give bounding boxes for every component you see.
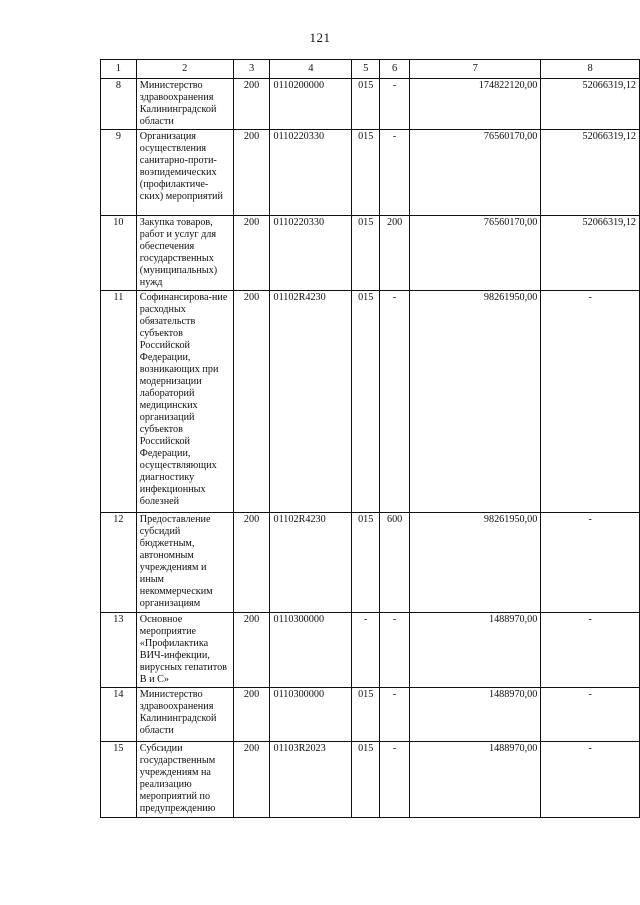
row-code-4: 0110220330: [270, 130, 352, 216]
row-code-3: 200: [233, 79, 270, 130]
header-cell: 8: [541, 60, 640, 79]
row-code-4: 0110300000: [270, 613, 352, 688]
row-amount-7: 1488970,00: [410, 742, 541, 818]
row-number: 15: [101, 742, 137, 818]
row-code-6: 600: [380, 513, 410, 613]
header-cell: 4: [270, 60, 352, 79]
row-amount-7: 76560170,00: [410, 130, 541, 216]
row-name: Организация осуществления санитарно-проти-воэпидемических (профилактиче-ских) мероприятий: [136, 130, 233, 216]
row-code-3: 200: [233, 688, 270, 742]
row-code-5: 015: [352, 216, 380, 291]
row-name: Предоставление субсидий бюджетным, автономным учреждениям и иным некоммерческим организациям: [136, 513, 233, 613]
row-code-5: 015: [352, 688, 380, 742]
header-cell: 1: [101, 60, 137, 79]
header-cell: 3: [233, 60, 270, 79]
header-cell: 5: [352, 60, 380, 79]
table-row: [101, 291, 640, 513]
row-code-3: 200: [233, 513, 270, 613]
table-row: [101, 79, 640, 130]
header-cell: 2: [136, 60, 233, 79]
row-code-5: 015: [352, 742, 380, 818]
row-code-6: -: [380, 613, 410, 688]
row-code-3: 200: [233, 216, 270, 291]
row-amount-7: 1488970,00: [410, 688, 541, 742]
row-number: 12: [101, 513, 137, 613]
row-code-3: 200: [233, 742, 270, 818]
row-code-5: 015: [352, 130, 380, 216]
row-number: 8: [101, 79, 137, 130]
row-code-6: -: [380, 291, 410, 513]
row-code-4: 0110220330: [270, 216, 352, 291]
row-amount-8: -: [541, 688, 640, 742]
row-code-4: 0110200000: [270, 79, 352, 130]
row-number: 9: [101, 130, 137, 216]
row-code-6: -: [380, 130, 410, 216]
row-code-4: 01103R2023: [270, 742, 352, 818]
header-row: [101, 60, 640, 79]
row-amount-7: 98261950,00: [410, 513, 541, 613]
row-amount-8: -: [541, 742, 640, 818]
row-amount-7: 98261950,00: [410, 291, 541, 513]
row-code-4: 0110300000: [270, 688, 352, 742]
row-name: Основное мероприятие «Профилактика ВИЧ-инфекции, вирусных гепатитов В и С»: [136, 613, 233, 688]
row-code-3: 200: [233, 130, 270, 216]
row-code-5: 015: [352, 79, 380, 130]
budget-table: [100, 59, 640, 818]
row-amount-7: 1488970,00: [410, 613, 541, 688]
row-name: Министерство здравоохранения Калининградской области: [136, 688, 233, 742]
row-code-5: -: [352, 613, 380, 688]
row-amount-8: -: [541, 513, 640, 613]
row-amount-8: -: [541, 291, 640, 513]
row-code-6: -: [380, 688, 410, 742]
row-amount-8: 52066319,12: [541, 79, 640, 130]
row-code-3: 200: [233, 291, 270, 513]
table-row: [101, 742, 640, 818]
row-amount-8: 52066319,12: [541, 130, 640, 216]
row-code-3: 200: [233, 613, 270, 688]
row-code-6: -: [380, 742, 410, 818]
row-amount-7: 76560170,00: [410, 216, 541, 291]
row-name: Субсидии государственным учреждениям на реализацию мероприятий по предупреждению: [136, 742, 233, 818]
row-amount-8: 52066319,12: [541, 216, 640, 291]
header-cell: 6: [380, 60, 410, 79]
row-code-5: 015: [352, 513, 380, 613]
table-row: [101, 216, 640, 291]
header-cell: 7: [410, 60, 541, 79]
row-code-5: 015: [352, 291, 380, 513]
row-code-4: 01102R4230: [270, 291, 352, 513]
row-number: 14: [101, 688, 137, 742]
row-name: Закупка товаров, работ и услуг для обеспечения государственных (муниципальных) нужд: [136, 216, 233, 291]
table-row: [101, 613, 640, 688]
row-amount-7: 174822120,00: [410, 79, 541, 130]
table-row: [101, 130, 640, 216]
table-row: [101, 688, 640, 742]
page-number: 121: [309, 30, 331, 45]
row-code-6: -: [380, 79, 410, 130]
row-number: 10: [101, 216, 137, 291]
row-code-6: 200: [380, 216, 410, 291]
row-name: Министерство здравоохранения Калининградской области: [136, 79, 233, 130]
row-name: Софинансирова-ние расходных обязательств субъектов Российской Федерации, возникающих при модернизации лабораторий медицинских организаций субъектов Российской Федерации, осуществляющих диагностику инфекционных болезней: [136, 291, 233, 513]
row-number: 11: [101, 291, 137, 513]
row-amount-8: -: [541, 613, 640, 688]
table-row: [101, 513, 640, 613]
row-code-4: 01102R4230: [270, 513, 352, 613]
row-number: 13: [101, 613, 137, 688]
